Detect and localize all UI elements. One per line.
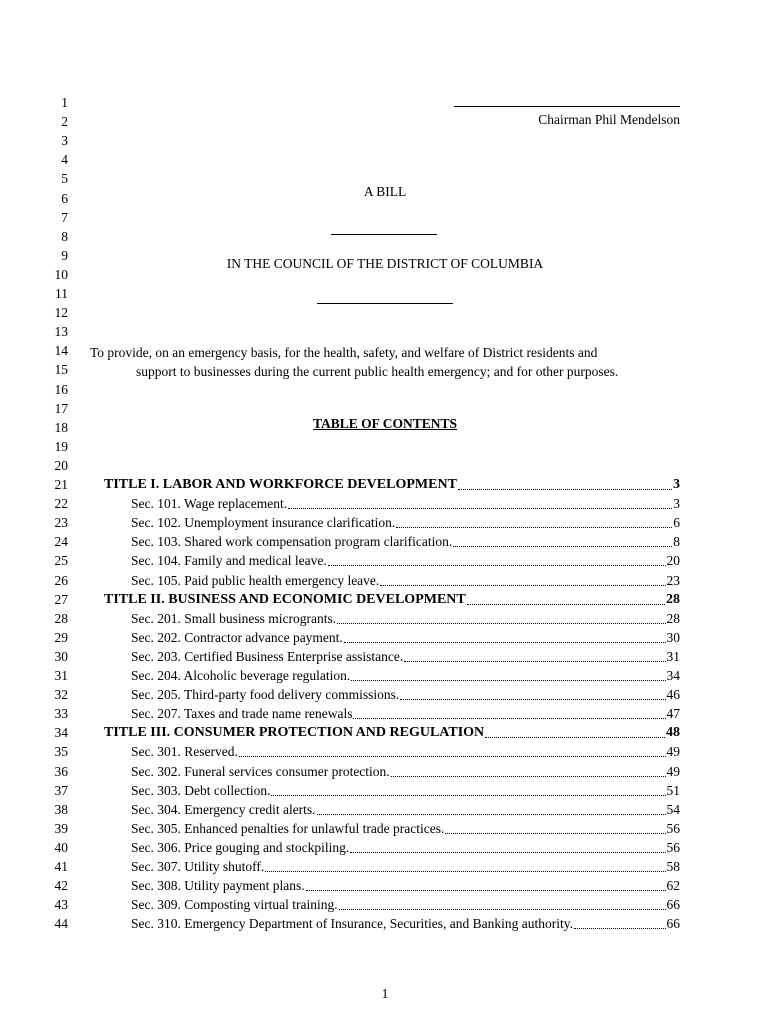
toc-entry-label: Sec. 307. Utility shutoff. xyxy=(131,859,265,874)
signature-name: Chairman Phil Mendelson xyxy=(538,112,680,127)
toc-entry-label: Sec. 303. Debt collection. xyxy=(131,782,271,798)
toc-entry-label: Sec. 103. Shared work compensation program clarification. xyxy=(131,534,453,550)
line-number: 39 xyxy=(54,820,68,836)
toc-dot-leader xyxy=(339,909,666,910)
toc-dot-leader xyxy=(453,546,672,547)
line-number: 27 xyxy=(54,591,68,607)
line-number: 31 xyxy=(54,668,68,683)
toc-dot-leader xyxy=(317,814,666,815)
toc-entry-page: 31 xyxy=(666,648,680,664)
line-number: 38 xyxy=(54,801,68,817)
toc-entry-page: 62 xyxy=(666,878,680,894)
line-number: 4 xyxy=(61,152,68,168)
toc-entry-page: 20 xyxy=(666,553,680,569)
toc-entry-page: 46 xyxy=(666,687,680,703)
toc-entry-label: Sec. 102. Unemployment insurance clarification. xyxy=(131,515,396,531)
line-number: 3 xyxy=(61,133,68,149)
signature-line xyxy=(454,106,680,107)
toc-entry-label: Sec. 301. Reserved. xyxy=(131,744,238,760)
toc-entry-label: Sec. 104. Family and medical leave. xyxy=(131,553,327,569)
toc-section-entry[interactable] xyxy=(131,630,680,646)
line-number: 34 xyxy=(54,725,68,741)
toc-entry-page: 66 xyxy=(666,916,680,932)
toc-entry-page: 56 xyxy=(666,820,680,836)
toc-dot-leader xyxy=(404,661,665,662)
toc-dot-leader xyxy=(350,852,665,853)
toc-dot-leader xyxy=(380,585,665,586)
toc-dot-leader xyxy=(328,565,666,566)
line-number: 7 xyxy=(61,209,68,225)
toc-dot-leader xyxy=(353,718,665,719)
toc-entry-page: 8 xyxy=(673,534,680,550)
line-number: 17 xyxy=(54,400,68,416)
toc-entry-label: Sec. 205. Third-party food delivery commissions. xyxy=(131,687,400,703)
toc-dot-leader xyxy=(574,928,666,929)
toc-dot-leader xyxy=(239,756,666,757)
toc-entry-label: TITLE III. CONSUMER PROTECTION AND REGULATION xyxy=(104,725,485,741)
council-heading: IN THE COUNCIL OF THE DISTRICT OF COLUMBIA xyxy=(226,256,544,271)
toc-section-entry[interactable] xyxy=(131,821,680,837)
toc-section-entry[interactable] xyxy=(131,611,680,627)
line-number: 36 xyxy=(54,763,68,779)
toc-section-entry[interactable] xyxy=(131,706,680,722)
toc-section-entry[interactable] xyxy=(131,897,680,913)
line-number: 14 xyxy=(54,343,68,359)
toc-entry-page: 51 xyxy=(666,782,680,798)
line-number: 6 xyxy=(61,190,68,206)
toc-section-entry[interactable] xyxy=(131,878,680,894)
toc-entry-label: Sec. 202. Contractor advance payment. xyxy=(131,629,343,645)
line-number: 29 xyxy=(54,629,68,645)
toc-section-entry[interactable] xyxy=(131,515,680,531)
toc-entry-page: 49 xyxy=(666,744,680,760)
line-number: 24 xyxy=(54,534,68,550)
line-number: 41 xyxy=(54,859,68,874)
toc-dot-leader xyxy=(337,623,665,624)
toc-entry-label: Sec. 204. Alcoholic beverage regulation. xyxy=(131,668,351,683)
line-number: 9 xyxy=(61,247,68,263)
purpose-line-2: support to businesses during the current public health emergency; and for other purposes. xyxy=(136,364,619,379)
line-number: 21 xyxy=(54,477,68,492)
toc-entry-label: Sec. 308. Utility payment plans. xyxy=(131,878,305,894)
toc-entry-page: 6 xyxy=(673,515,680,531)
toc-title: TABLE OF CONTENTS xyxy=(312,416,458,431)
line-number: 1 xyxy=(61,95,68,110)
toc-entry-label: Sec. 304. Emergency credit alerts. xyxy=(131,801,316,817)
line-number: 23 xyxy=(54,515,68,531)
toc-entry-page: 23 xyxy=(666,572,680,588)
toc-dot-leader xyxy=(351,680,665,681)
toc-dot-leader xyxy=(391,776,666,777)
bill-number-blank xyxy=(331,234,437,235)
toc-entry-page: 66 xyxy=(666,897,680,913)
line-number: 32 xyxy=(54,687,68,703)
line-number: 20 xyxy=(54,457,68,473)
toc-section-entry[interactable] xyxy=(131,496,680,512)
toc-dot-leader xyxy=(445,833,665,834)
toc-entry-page: 58 xyxy=(666,859,680,874)
line-number: 26 xyxy=(54,572,68,588)
toc-entry-page: 56 xyxy=(666,839,680,855)
toc-entry-label: Sec. 101. Wage replacement. xyxy=(131,496,288,512)
toc-title-entry[interactable] xyxy=(104,592,680,608)
toc-section-entry[interactable] xyxy=(131,916,680,932)
line-number: 15 xyxy=(54,362,68,378)
toc-entry-label: Sec. 203. Certified Business Enterprise assistance. xyxy=(131,648,404,664)
line-number: 35 xyxy=(54,744,68,760)
toc-dot-leader xyxy=(265,871,665,872)
toc-dot-leader xyxy=(288,508,672,509)
toc-section-entry[interactable] xyxy=(131,553,680,569)
toc-section-entry[interactable] xyxy=(131,840,680,856)
toc-entry-page: 28 xyxy=(666,591,680,607)
toc-dot-leader xyxy=(396,527,672,528)
toc-section-entry[interactable] xyxy=(131,573,680,589)
line-number: 16 xyxy=(54,381,68,397)
toc-entry-page: 30 xyxy=(666,629,680,645)
toc-entry-label: Sec. 309. Composting virtual training. xyxy=(131,897,338,913)
toc-dot-leader xyxy=(458,489,672,490)
toc-entry-label: Sec. 306. Price gouging and stockpiling. xyxy=(131,839,350,855)
toc-section-entry[interactable] xyxy=(131,687,680,703)
line-number: 43 xyxy=(54,897,68,913)
line-number: 11 xyxy=(55,286,68,301)
toc-entry-page: 34 xyxy=(666,668,680,683)
line-number: 42 xyxy=(54,878,68,894)
toc-entry-page: 28 xyxy=(666,610,680,626)
toc-dot-leader xyxy=(306,890,666,891)
toc-entry-label: TITLE I. LABOR AND WORKFORCE DEVELOPMENT xyxy=(104,477,457,492)
bill-heading: A BILL xyxy=(363,184,407,199)
toc-section-entry[interactable] xyxy=(131,649,680,665)
toc-entry-label: TITLE II. BUSINESS AND ECONOMIC DEVELOPMENT xyxy=(104,591,466,607)
toc-section-entry[interactable] xyxy=(131,668,680,684)
toc-section-entry[interactable] xyxy=(131,783,680,799)
line-number: 30 xyxy=(54,648,68,664)
toc-section-entry[interactable] xyxy=(131,859,680,875)
line-number: 40 xyxy=(54,839,68,855)
line-number: 28 xyxy=(54,610,68,626)
toc-entry-label: Sec. 302. Funeral services consumer protection. xyxy=(131,763,390,779)
toc-title-entry[interactable] xyxy=(104,477,680,493)
toc-entry-page: 54 xyxy=(666,801,680,817)
line-number: 12 xyxy=(54,305,68,321)
toc-entry-label: Sec. 305. Enhanced penalties for unlawful trade practices. xyxy=(131,820,445,836)
line-number: 18 xyxy=(54,419,68,435)
line-number: 33 xyxy=(54,706,68,722)
toc-entry-page: 48 xyxy=(666,725,680,741)
line-number: 19 xyxy=(54,438,68,454)
line-number: 44 xyxy=(54,916,68,932)
toc-entry-label: Sec. 207. Taxes and trade name renewals xyxy=(131,706,353,722)
line-number: 37 xyxy=(54,782,68,798)
toc-dot-leader xyxy=(271,795,665,796)
toc-title-entry[interactable] xyxy=(104,725,680,741)
line-number: 8 xyxy=(61,228,68,244)
line-number: 5 xyxy=(61,171,68,187)
toc-dot-leader xyxy=(467,604,665,605)
toc-entry-label: Sec. 105. Paid public health emergency leave. xyxy=(131,572,380,588)
line-number: 13 xyxy=(54,324,68,340)
page-number: 1 xyxy=(381,986,389,1001)
toc-entry-page: 3 xyxy=(673,477,680,492)
toc-section-entry[interactable] xyxy=(131,764,680,780)
purpose-line-1: To provide, on an emergency basis, for the health, safety, and welfare of District residents and xyxy=(90,345,598,360)
council-blank-rule xyxy=(317,303,453,304)
toc-entry-page: 47 xyxy=(666,706,680,722)
toc-entry-label: Sec. 310. Emergency Department of Insurance, Securities, and Banking authority. xyxy=(131,916,573,932)
line-number: 2 xyxy=(61,114,68,130)
toc-dot-leader xyxy=(400,699,665,700)
toc-dot-leader xyxy=(344,642,666,643)
toc-entry-page: 49 xyxy=(666,763,680,779)
toc-section-entry[interactable] xyxy=(131,802,680,818)
line-number: 25 xyxy=(54,553,68,569)
toc-section-entry[interactable] xyxy=(131,534,680,550)
line-number: 22 xyxy=(54,496,68,512)
line-number: 10 xyxy=(54,266,68,282)
toc-dot-leader xyxy=(485,737,665,738)
toc-entry-label: Sec. 201. Small business microgrants. xyxy=(131,610,337,626)
toc-section-entry[interactable] xyxy=(131,744,680,760)
toc-entry-page: 3 xyxy=(673,496,680,512)
